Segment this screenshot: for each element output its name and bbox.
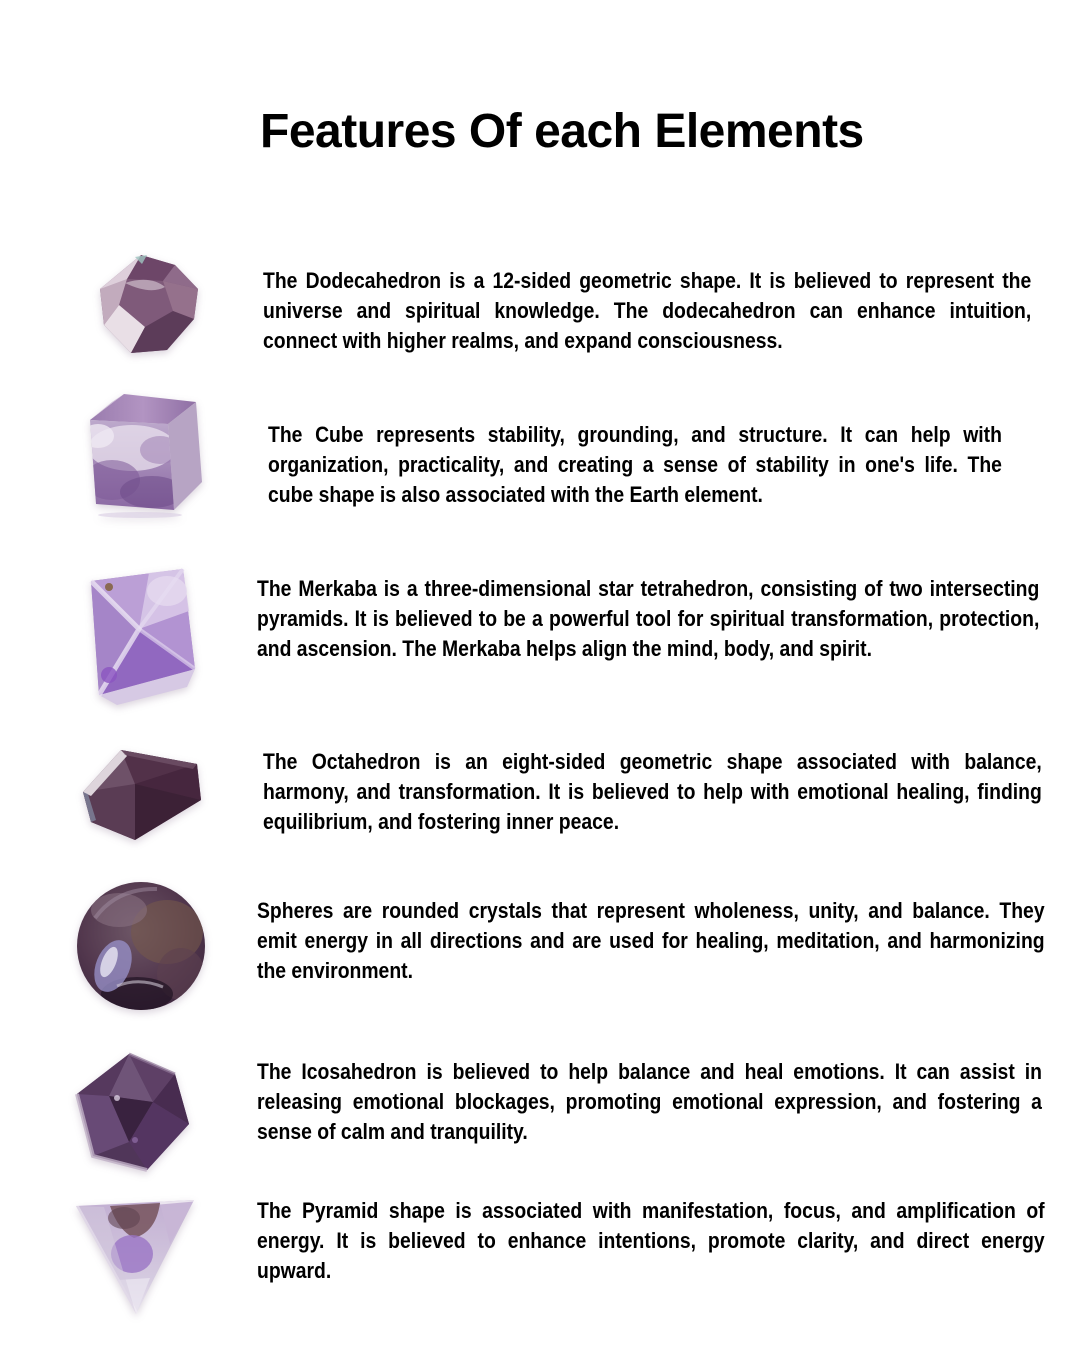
- sphere-description: Spheres are rounded crystals that represent wholeness, unity, and balance. They emit energy in all directions and are used for healing, meditation, and harmonizing the environment.: [257, 898, 1045, 983]
- icosahedron-crystal-image: [73, 1052, 193, 1174]
- pyramid-description: The Pyramid shape is associated with manifestation, focus, and amplification of energy. It is believed to enhance intentions, promote clarity, and direct energy upward.: [257, 1198, 1045, 1283]
- dodecahedron-description: The Dodecahedron is a 12-sided geometric shape. It is believed to represent the universe and spiritual knowledge. The dodecahedron can enhance intuition, connect with higher realms, and expand consciousness.: [263, 268, 1032, 353]
- cube-description: The Cube represents stability, grounding, and structure. It can help with organization, practicality, and creating a sense of stability in one's life. The cube shape is also associated with the Earth element.: [268, 422, 1002, 507]
- merkaba-crystal-image: [75, 563, 201, 711]
- merkaba-description: The Merkaba is a three-dimensional star tetrahedron, consisting of two intersecting pyramids. It is believed to be a powerful tool for spiritual transformation, protection, and ascension. The Merkaba helps align the mind, body, and spirit.: [257, 576, 1040, 661]
- dodecahedron-crystal-icon: [95, 253, 203, 355]
- octahedron-crystal-icon: [77, 746, 205, 844]
- page-title: Features Of each Elements: [260, 105, 864, 158]
- sphere-crystal-image: [75, 880, 207, 1012]
- sphere-crystal-icon: [75, 880, 207, 1012]
- pyramid-crystal-icon: [68, 1192, 198, 1317]
- dodecahedron-crystal-image: [95, 253, 203, 355]
- icosahedron-crystal-icon: [73, 1052, 193, 1174]
- merkaba-crystal-icon: [75, 563, 201, 711]
- pyramid-crystal-image: [68, 1192, 198, 1317]
- octahedron-crystal-image: [77, 746, 205, 844]
- icosahedron-description: The Icosahedron is believed to help balance and heal emotions. It can assist in releasing emotional blockages, promoting emotional expression, and fostering a sense of calm and tranquility.: [257, 1059, 1042, 1144]
- octahedron-description: The Octahedron is an eight-sided geometric shape associated with balance, harmony, and transformation. It is believed to help with emotional healing, finding equilibrium, and fostering inner peace.: [263, 749, 1042, 834]
- cube-crystal-icon: [80, 390, 206, 518]
- cube-crystal-image: [80, 390, 206, 518]
